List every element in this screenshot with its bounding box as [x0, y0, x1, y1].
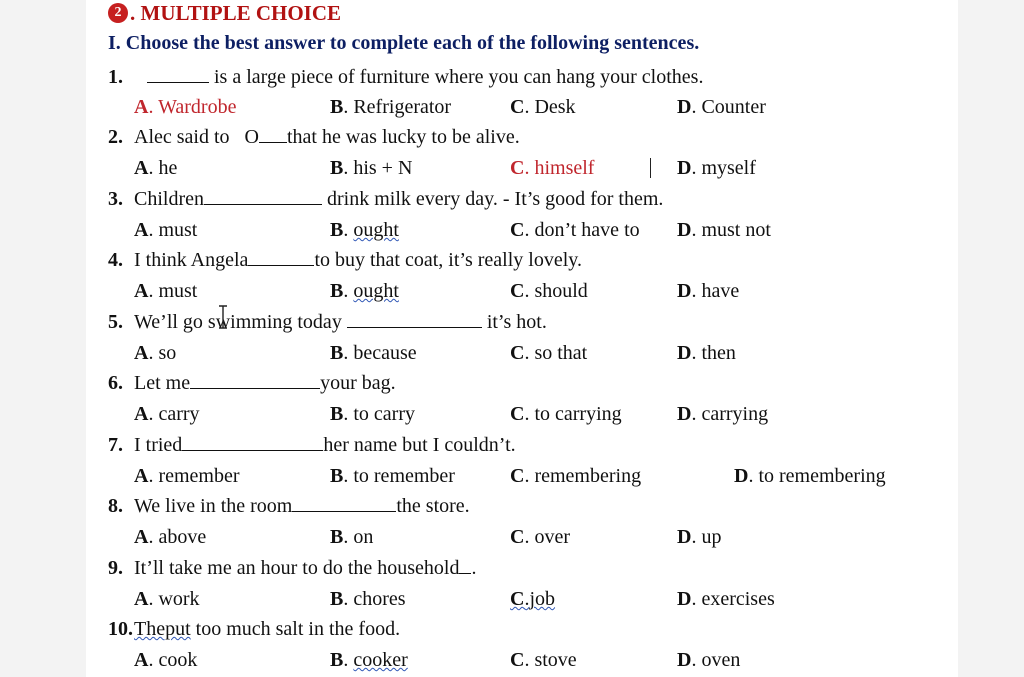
option-a[interactable]: A. so: [134, 342, 177, 364]
question-1: [0, 62, 1024, 92]
option-c[interactable]: C.job: [510, 588, 556, 610]
option-b[interactable]: B. his + N: [330, 157, 413, 179]
question-text: Children drink milk every day. - It’s good for them.: [134, 188, 664, 210]
question-text: We’ll go swimming today it’s hot.: [134, 311, 547, 333]
option-a[interactable]: A. Wardrobe: [134, 96, 237, 118]
option-a[interactable]: A. remember: [134, 465, 240, 487]
option-d[interactable]: D. carrying: [677, 403, 769, 425]
option-d[interactable]: D. to remembering: [734, 465, 886, 487]
option-d[interactable]: D. myself: [677, 157, 756, 179]
option-a[interactable]: A. carry: [134, 403, 200, 425]
question-10-options: [0, 645, 1024, 675]
question-2-options: [0, 153, 1024, 183]
option-b[interactable]: B. cooker: [330, 649, 408, 671]
answer-blank: [347, 309, 482, 328]
question-9: [0, 553, 1024, 583]
question-2: [0, 122, 1024, 152]
question-text: Let me your bag.: [134, 372, 396, 394]
question-6-options: [0, 399, 1024, 429]
question-number: 6.: [108, 372, 123, 394]
question-10: [0, 614, 1024, 644]
option-a[interactable]: A. he: [134, 157, 178, 179]
option-d[interactable]: D. have: [677, 280, 740, 302]
option-a[interactable]: A. work: [134, 588, 200, 610]
option-b[interactable]: B. ought: [330, 280, 399, 302]
question-text: I think Angela to buy that coat, it’s really lovely.: [134, 249, 582, 271]
option-b[interactable]: B. to remember: [330, 465, 455, 487]
answer-blank: [259, 124, 287, 143]
question-4: [0, 245, 1024, 275]
question-5-options: [0, 338, 1024, 368]
question-number: 1.: [108, 66, 123, 88]
option-c[interactable]: C. so that: [510, 342, 588, 364]
question-7-options: [0, 461, 1024, 491]
option-a[interactable]: A. above: [134, 526, 207, 548]
section-title: . MULTIPLE CHOICE: [130, 0, 342, 25]
question-1-options: [0, 92, 1024, 122]
question-7: [0, 430, 1024, 460]
answer-blank: [248, 247, 314, 266]
question-text: Alec said to O that he was lucky to be alive.: [134, 126, 520, 148]
question-8: [0, 491, 1024, 521]
option-a[interactable]: A. must: [134, 219, 198, 241]
section-header: [108, 0, 341, 26]
question-text: It’ll take me an hour to do the household .: [134, 557, 477, 579]
option-d[interactable]: D. exercises: [677, 588, 775, 610]
option-c[interactable]: C. himself: [510, 157, 595, 179]
question-text: I tried her name but I couldn’t.: [134, 434, 516, 456]
option-c[interactable]: C. remembering: [510, 465, 642, 487]
question-text: Theput too much salt in the food.: [134, 618, 401, 640]
question-5: [0, 307, 1024, 337]
question-number: 9.: [108, 557, 123, 579]
option-b[interactable]: B. chores: [330, 588, 406, 610]
option-b[interactable]: B. on: [330, 526, 374, 548]
option-d[interactable]: D. up: [677, 526, 722, 548]
question-9-options: [0, 584, 1024, 614]
option-a[interactable]: A. must: [134, 280, 198, 302]
question-number: 2.: [108, 126, 123, 148]
option-d[interactable]: D. must not: [677, 219, 771, 241]
option-c[interactable]: C. to carrying: [510, 403, 622, 425]
option-b[interactable]: B. because: [330, 342, 417, 364]
option-d[interactable]: D. Counter: [677, 96, 766, 118]
answer-blank: [204, 186, 322, 205]
text-cursor-bar: [650, 158, 651, 178]
option-c[interactable]: C. should: [510, 280, 588, 302]
option-b[interactable]: B. Refrigerator: [330, 96, 452, 118]
question-number: 4.: [108, 249, 123, 271]
answer-blank: [190, 370, 320, 389]
answer-blank: [292, 493, 396, 512]
question-3: [0, 184, 1024, 214]
answer-blank: [147, 64, 209, 83]
option-d[interactable]: D. then: [677, 342, 736, 364]
question-text: We live in the room the store.: [134, 495, 470, 517]
instruction-text: I. Choose the best answer to complete each of the following sentences.: [108, 32, 700, 54]
question-text: is a large piece of furniture where you can hang your clothes.: [147, 62, 703, 92]
answer-blank: [459, 555, 471, 574]
question-3-options: [0, 215, 1024, 245]
question-number: 3.: [108, 188, 123, 210]
question-6: [0, 368, 1024, 398]
section-number-badge: 2: [108, 3, 128, 23]
option-b[interactable]: B. to carry: [330, 403, 415, 425]
option-c[interactable]: C. over: [510, 526, 570, 548]
option-c[interactable]: C. stove: [510, 649, 577, 671]
question-number: 7.: [108, 434, 123, 456]
answer-blank: [182, 432, 323, 451]
option-c[interactable]: C. Desk: [510, 96, 576, 118]
question-number: 10.: [108, 618, 133, 640]
option-a[interactable]: A. cook: [134, 649, 198, 671]
text-cursor-icon: [218, 305, 228, 329]
option-b[interactable]: B. ought: [330, 219, 399, 241]
question-number: 5.: [108, 311, 123, 333]
question-number: 8.: [108, 495, 123, 517]
option-d[interactable]: D. oven: [677, 649, 741, 671]
question-8-options: [0, 522, 1024, 552]
question-4-options: [0, 276, 1024, 306]
option-c[interactable]: C. don’t have to: [510, 219, 640, 241]
